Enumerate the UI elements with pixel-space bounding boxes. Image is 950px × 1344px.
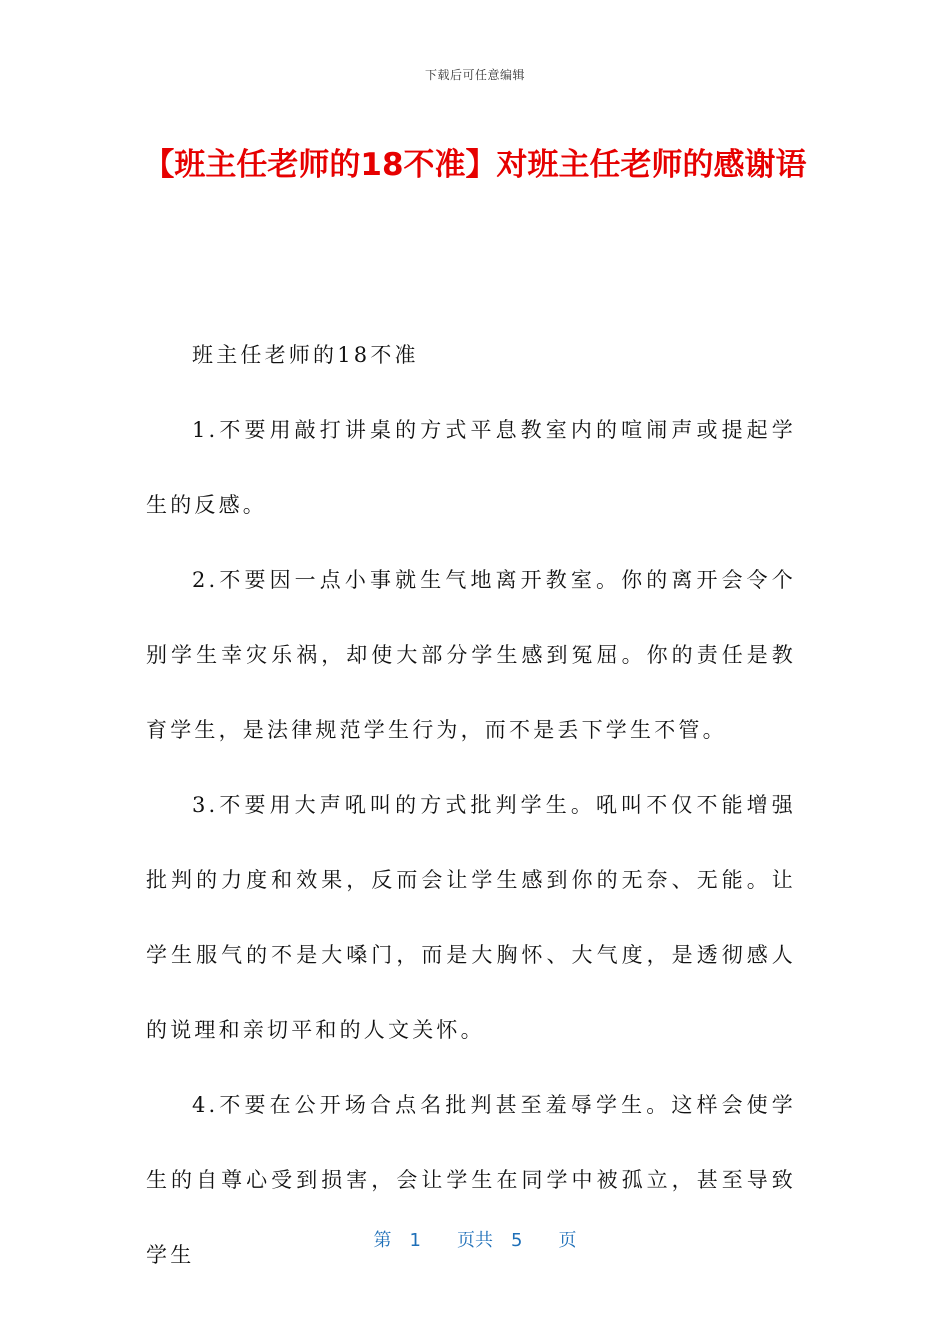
paragraph-1: 1.不要用敲打讲桌的方式平息教室内的喧闹声或提起学生的反感。 (146, 418, 796, 517)
footer-page-mid: 页共 (457, 1230, 493, 1251)
paragraph-3: 3.不要用大声吼叫的方式批判学生。吼叫不仅不能增强批判的力度和效果，反而会让学生感到你的无奈、无能。让学生服气的不是大嗓门，而是大胸怀、大气度，是透彻感人的说理和亲切平和的人文关怀。 (146, 793, 796, 1042)
page-footer (0, 1226, 950, 1252)
footer-page-suffix: 页 (558, 1230, 577, 1251)
document-body (146, 318, 796, 1293)
paragraph-heading: 班主任老师的18不准 (192, 343, 419, 367)
footer-page-total: 5 (511, 1230, 523, 1251)
document-title: 【班主任老师的18不准】对班主任老师的感谢语 (143, 147, 807, 183)
footer-page-prefix: 第 (373, 1230, 392, 1251)
header-note: 下载后可任意编辑 (424, 68, 525, 82)
paragraph-4: 4.不要在公开场合点名批判甚至羞辱学生。这样会使学生的自尊心受到损害，会让学生在同学中被孤立，甚至导致学生 (146, 1093, 796, 1267)
paragraph-2: 2.不要因一点小事就生气地离开教室。你的离开会令个别学生幸灾乐祸，却使大部分学生感到冤屈。你的责任是教育学生，是法律规范学生行为，而不是丢下学生不管。 (146, 568, 796, 742)
footer-page-number: 1 (409, 1230, 421, 1251)
